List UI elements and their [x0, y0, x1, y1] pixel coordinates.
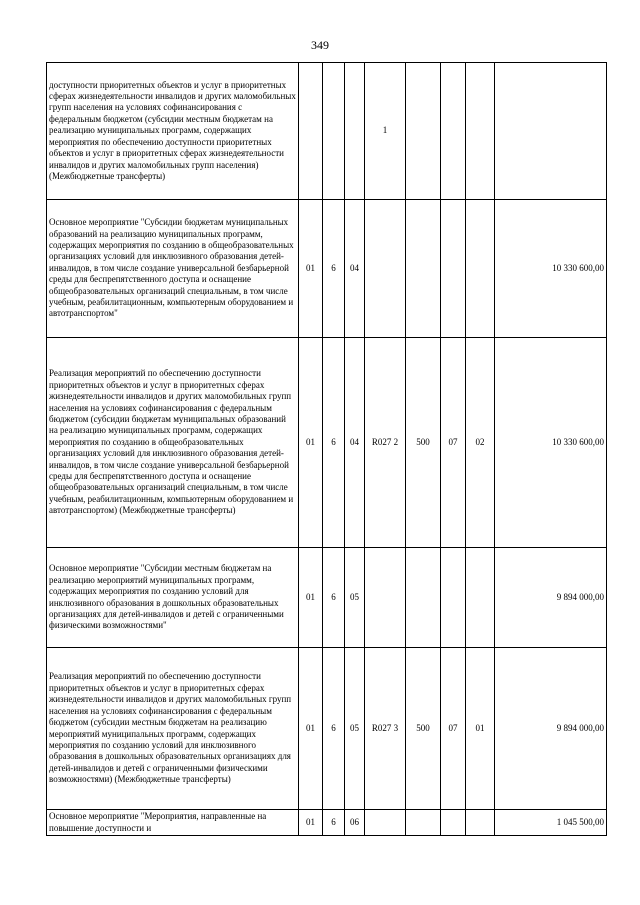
- code-cell: [365, 810, 406, 836]
- code-cell: [406, 63, 441, 200]
- code-cell: 01: [299, 200, 323, 338]
- code-cell: [441, 200, 466, 338]
- code-cell: 1: [365, 63, 406, 200]
- code-cell: 6: [323, 338, 345, 548]
- amount-cell: 9 894 000,00: [495, 548, 607, 648]
- code-cell: 01: [299, 548, 323, 648]
- row-name: Основное мероприятие "Субсидии бюджетам муниципальных образований на реализацию муниципальных программ, содержащих мероприятия по созданию в общеобразовательных организациях условий для инклюзивного образования детей-инвалидов, в том числе создание универсальной безбарьерной среды для беспрепятственного доступа и оснащение общеобразовательных организаций специальным, в том числе учебным, реабилитационным, компьютерным оборудованием и автотранспортом": [47, 200, 299, 338]
- code-cell: [406, 810, 441, 836]
- amount-cell: 10 330 600,00: [495, 338, 607, 548]
- code-cell: 04: [345, 200, 365, 338]
- row-name: Основное мероприятие "Субсидии местным бюджетам на реализацию мероприятий муниципальных программ, содержащих мероприятия по созданию условий для инклюзивного образования в дошкольных образовательных организациях для детей-инвалидов и детей с ограниченными физическими возможностями": [47, 548, 299, 648]
- table-row: [47, 548, 607, 648]
- code-cell: 04: [345, 338, 365, 548]
- amount-cell: [495, 63, 607, 200]
- budget-table: [46, 62, 607, 836]
- code-cell: [466, 63, 495, 200]
- row-name: Реализация мероприятий по обеспечению доступности приоритетных объектов и услуг в приоритетных сферах жизнедеятельности инвалидов и других маломобильных групп населения на условиях софинансирования с федеральным бюджетом (субсидии местным бюджетам на реализацию мероприятий муниципальных программ, содержащих мероприятия по созданию условий для инклюзивного образования в дошкольных образовательных организациях для детей-инвалидов и детей с ограниченными физическими возможностями) (Межбюджетные трансферты): [47, 648, 299, 810]
- code-cell: [466, 200, 495, 338]
- code-cell: [365, 548, 406, 648]
- code-cell: [466, 548, 495, 648]
- amount-cell: 1 045 500,00: [495, 810, 607, 836]
- code-cell: 500: [406, 648, 441, 810]
- row-name: Основное мероприятие "Мероприятия, направленные на повышение доступности и: [47, 810, 299, 836]
- code-cell: 01: [299, 338, 323, 548]
- code-cell: R027 2: [365, 338, 406, 548]
- code-cell: 06: [345, 810, 365, 836]
- code-cell: [406, 200, 441, 338]
- code-cell: 6: [323, 648, 345, 810]
- table-row: [47, 648, 607, 810]
- code-cell: R027 3: [365, 648, 406, 810]
- code-cell: 500: [406, 338, 441, 548]
- code-cell: 05: [345, 548, 365, 648]
- code-cell: [345, 63, 365, 200]
- row-name: Реализация мероприятий по обеспечению доступности приоритетных объектов и услуг в приоритетных сферах жизнедеятельности инвалидов и других маломобильных групп населения на условиях софинансирования с федеральным бюджетом (субсидии бюджетам муниципальных образований на реализацию муниципальных программ, содержащих мероприятия по созданию в общеобразовательных организациях условий для инклюзивного образования детей-инвалидов, в том числе создание универсальной безбарьерной среды для беспрепятственного доступа и оснащение общеобразовательных организаций специальным, в том числе учебным, реабилитационным, компьютерным оборудованием и автотранспортом) (Межбюджетные трансферты): [47, 338, 299, 548]
- amount-cell: 9 894 000,00: [495, 648, 607, 810]
- table-row: [47, 200, 607, 338]
- code-cell: 02: [466, 338, 495, 548]
- code-cell: [441, 548, 466, 648]
- code-cell: 01: [299, 810, 323, 836]
- code-cell: 6: [323, 548, 345, 648]
- code-cell: 07: [441, 338, 466, 548]
- table-row: [47, 63, 607, 200]
- code-cell: 07: [441, 648, 466, 810]
- code-cell: 01: [466, 648, 495, 810]
- code-cell: 6: [323, 200, 345, 338]
- table-row: [47, 810, 607, 836]
- code-cell: [323, 63, 345, 200]
- code-cell: [365, 200, 406, 338]
- row-name: доступности приоритетных объектов и услуг в приоритетных сферах жизнедеятельности инвалидов и других маломобильных групп населения на условиях софинансирования с федеральным бюджетом (субсидии местным бюджетам на реализацию муниципальных программ, содержащих мероприятия по обеспечению доступности приоритетных объектов и услуг в приоритетных сферах жизнедеятельности инвалидов и других маломобильных групп населения) (Межбюджетные трансферты): [47, 63, 299, 200]
- page-number: 349: [311, 38, 329, 52]
- code-cell: 01: [299, 648, 323, 810]
- code-cell: [299, 63, 323, 200]
- code-cell: [466, 810, 495, 836]
- amount-cell: 10 330 600,00: [495, 200, 607, 338]
- code-cell: 6: [323, 810, 345, 836]
- code-cell: 05: [345, 648, 365, 810]
- table-row: [47, 338, 607, 548]
- code-cell: [441, 63, 466, 200]
- code-cell: [406, 548, 441, 648]
- code-cell: [441, 810, 466, 836]
